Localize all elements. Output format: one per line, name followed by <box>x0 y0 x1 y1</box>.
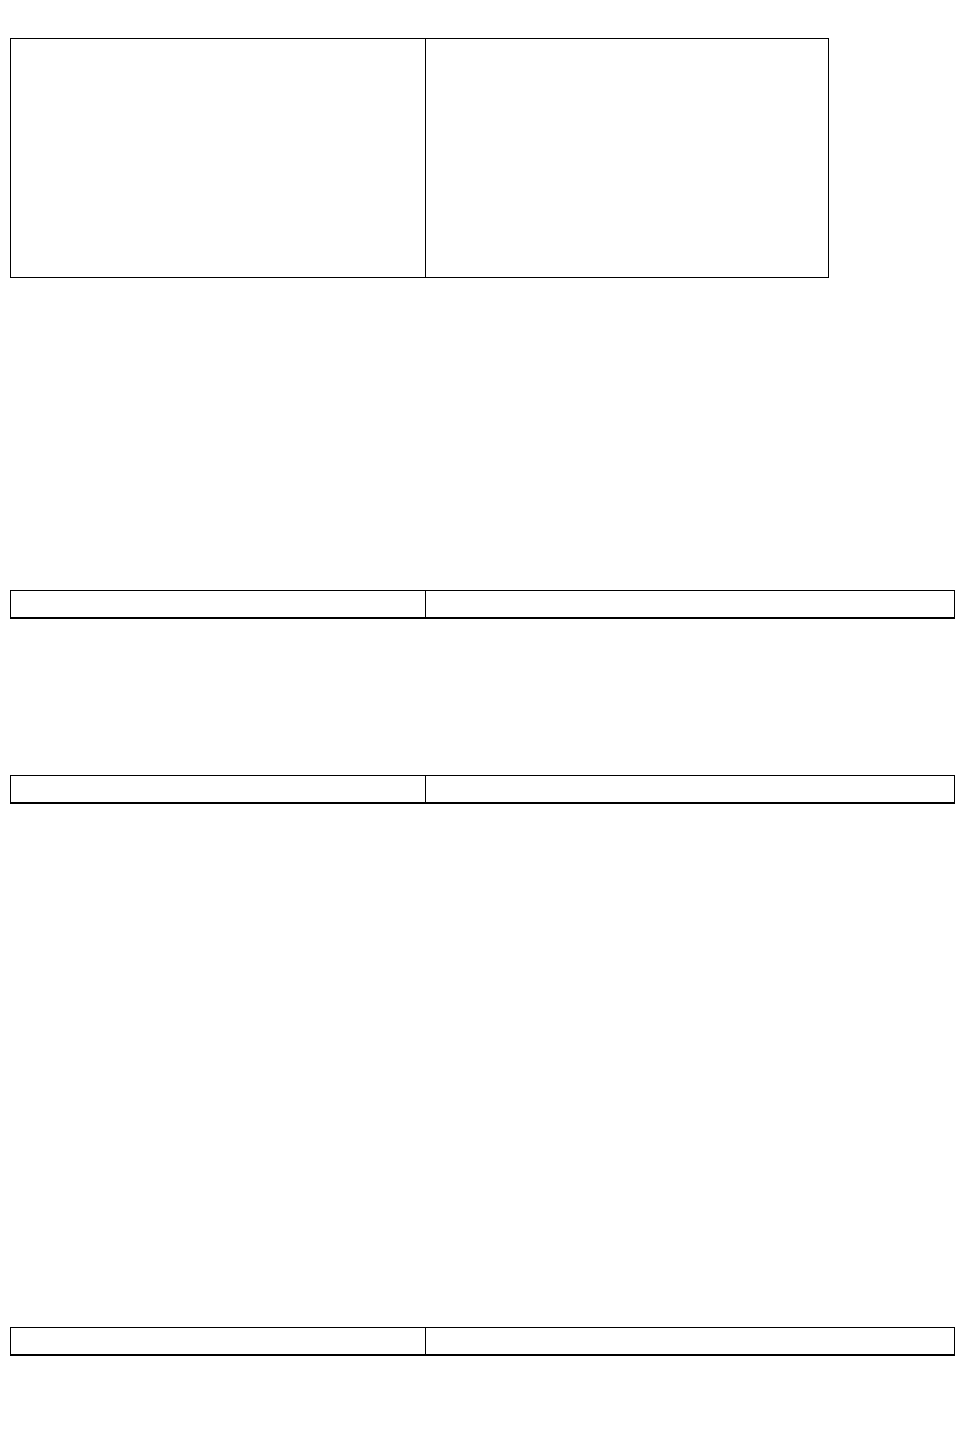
col-header-amount <box>426 1328 955 1355</box>
top-parts-cell <box>11 39 426 278</box>
col-header-description <box>11 776 426 803</box>
col-header-description <box>11 591 426 618</box>
col-header-description <box>11 1328 426 1355</box>
supplier-3-table <box>10 1327 955 1356</box>
col-header-amount <box>426 776 955 803</box>
supplier-3-amount <box>426 1355 955 1356</box>
col-header-amount <box>426 591 955 618</box>
supplier-1-amount <box>426 618 955 619</box>
supplier-1-table <box>10 590 955 619</box>
supplier-2-table <box>10 775 955 804</box>
supplier-2-amount <box>426 803 955 804</box>
supplier-1-items <box>11 618 426 619</box>
top-parts-table <box>10 38 829 278</box>
supplier-3-items <box>11 1355 426 1356</box>
supplier-2-items <box>11 803 426 804</box>
top-parts-empty-cell <box>426 39 829 278</box>
